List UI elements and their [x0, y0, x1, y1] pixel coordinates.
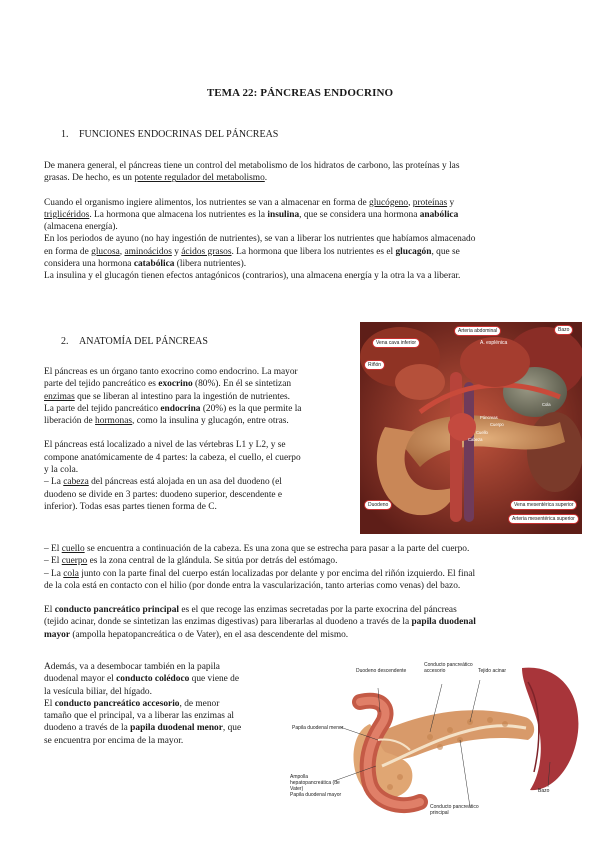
label-arteria-mesenterica: Arteria mesentérica superior	[508, 514, 579, 524]
label-cuello: Cuello	[476, 430, 488, 435]
paragraph-line: De manera general, el páncreas tiene un control del metabolismo de los hidratos de carbono, las proteínas y las	[44, 161, 460, 171]
section-1-body	[44, 160, 564, 283]
label-vena-mesenterica: Vena mesentérica superior	[510, 500, 577, 510]
label-conducto-principal: Conducto pancreático principal	[430, 804, 479, 816]
pancreatic-ducts-illustration	[290, 662, 586, 822]
label-cuerpo: Cuerpo	[490, 422, 504, 427]
label-rinon: Riñón	[364, 360, 385, 370]
label-arteria-abdominal: Arteria abdominal	[454, 326, 501, 336]
label-ampolla: Ampolla hepatopancreática (de Vater)	[290, 774, 340, 792]
section-2-body-b: – El cuello se encuentra a continuación de la cabeza. Es una zona que se estrecha para pasar a la parte del cuerpo. – El cuerpo es la zona central de la glándula. Se sitúa por detrás del estómago. – La cola junto con la parte final del cuerpo están localizadas por delante y por encima del riñón izquierdo. El final de la cola está en contacto con el hilio (por donde entra la vascularización, tanto arterias como venas) del bazo. El conducto pancreático principal es el que recoge las enzimas secretadas por la parte exocrina del páncreas (tejido acinar, donde se sintetizan las enzimas digestivas) para liberarlas al duodeno a través de la papila duodenal mayor (ampolla hepatopancreática o de Vater), en el asa descendente del mismo.	[44, 544, 476, 640]
section-2-heading: 2. ANATOMÍA DEL PÁNCREAS	[61, 336, 208, 347]
label-a-esplenica: A. esplénica	[480, 340, 508, 346]
section-2-body-c: Además, va a desembocar también en la papila duodenal mayor el conducto colédoco que viene de la vesícula biliar, del hígado. El conducto pancreático accesorio, de menor tamaño que el principal, va a liberar las enzimas al duodeno a través de la papila duodenal menor, que se encuentra por encima de la mayor.	[44, 662, 242, 746]
paragraph-line: Cuando el organismo ingiere alimentos, los nutrientes se van a almacenar en forma de glucógeno, proteínas y	[44, 197, 455, 208]
paragraph-line: triglicéridos. La hormona que almacena los nutrientes es la insulina, que se considera una hormona anabólica	[44, 209, 459, 220]
label-vena-cava: Vena cava inferior	[372, 338, 420, 348]
label-bazo-2: Bazo	[538, 788, 550, 794]
label-papila-menor: Papila duodenal menor	[292, 725, 344, 731]
paragraph-line: La insulina y el glucagón tienen efectos antagónicos (contrarios), una almacena energía y la otra la va a liberar.	[44, 271, 461, 282]
label-conducto-accesorio: Conducto pancreático accesorio	[424, 662, 473, 674]
label-tejido-acinar: Tejido acinar	[478, 668, 507, 674]
page-title: TEMA 22: PÁNCREAS ENDOCRINO	[206, 87, 394, 99]
paragraph-line: grasas. De hecho, es un potente regulador del metabolismo.	[44, 173, 268, 184]
paragraph-line: en forma de glucosa, aminoácidos y ácidos grasos. La hormona que libera los nutrientes es el glucagón, que se	[44, 246, 460, 257]
paragraph-line: En los periodos de ayuno (no hay ingestión de nutrientes), se van a liberar los nutrientes que habíamos almacenado	[44, 234, 476, 245]
label-duodeno-descendente: Duodeno descendente	[356, 668, 407, 674]
section-1-heading: 1. FUNCIONES ENDOCRINAS DEL PÁNCREAS	[61, 129, 279, 140]
label-duodeno: Duodeno	[364, 500, 392, 510]
label-cola: Cola	[542, 402, 551, 407]
section-2-body-a: El páncreas es un órgano tanto exocrino como endocrino. La mayor parte del tejido pancreático es exocrino (80%). En él se sintetizan enzimas que se liberan al intestino para la ingestión de nutrientes. La parte del tejido pancreático endocrina (20%) es la que permite la liberación de hormonas, como la insulina y glucagón, entre otras. El páncreas está localizado a nivel de las vértebras L1 y L2, y se compone anatómicamente de 4 partes: la cabeza, el cuello, el cuerpo y la cola. – La cabeza del páncreas está alojada en un asa del duodeno (el duodeno se divide en 3 partes: duodeno superior, descendente e inferior). Todas esas partes tienen forma de C.	[44, 367, 302, 512]
label-cabeza: Cabeza	[468, 437, 483, 442]
pancreas-anatomy-photo	[360, 322, 582, 534]
label-papila-mayor: Papila duodenal mayor	[290, 792, 342, 798]
paragraph-line: considera una hormona catabólica (libera nutrientes).	[44, 259, 247, 270]
pancreatic-ducts-diagram	[290, 662, 586, 822]
paragraph-line: (almacena energía).	[44, 222, 118, 233]
label-bazo: Bazo	[554, 325, 573, 335]
label-pancreas: Páncreas	[480, 415, 498, 420]
